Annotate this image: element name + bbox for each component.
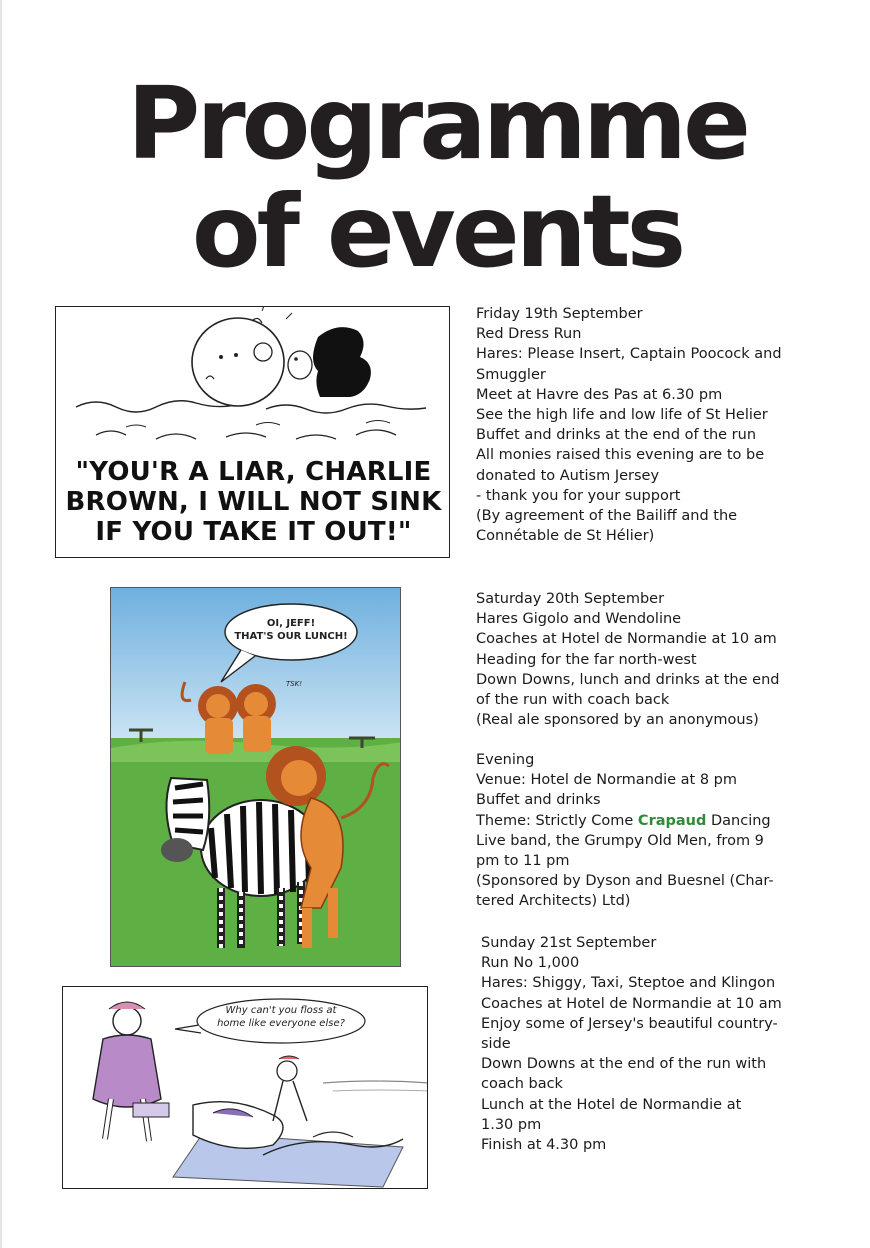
caption-line: IF YOU TAKE IT OUT!" [95, 517, 412, 547]
event-line: (Sponsored by Dyson and Buesnel (Char- [476, 873, 774, 890]
event-line: Coaches at Hotel de Normandie at 10 am [476, 631, 777, 648]
event-line: pm to 11 pm [476, 853, 570, 870]
speech-bubble [206, 1004, 356, 1030]
cartoon-beach [62, 986, 428, 1189]
page-title-line1: Programme [127, 65, 747, 182]
event-line: Evening [476, 752, 535, 768]
speech-bubble [231, 617, 351, 643]
speech-line: OI, JEFF! [266, 618, 316, 629]
event-line: Finish at 4.30 pm [481, 1137, 607, 1154]
event-line: Down Downs, lunch and drinks at the end [476, 671, 780, 688]
theme-highlight: Crapaud [637, 812, 707, 829]
evening-details-bottom [476, 831, 796, 912]
event-line: Enjoy some of Jersey's beautiful country- [481, 1015, 778, 1032]
event-line: (By agreement of the Bailiff and the [476, 508, 738, 525]
event-line: Coaches at Hotel de Normandie at 10 am [481, 995, 782, 1012]
caption-line: "YOU'R A LIAR, CHARLIE [75, 457, 432, 487]
evening-details-top [476, 750, 796, 811]
event-line: Sunday 21st September [481, 935, 657, 951]
event-line: donated to Autism Jersey [476, 467, 660, 484]
event-line: Hares: Shiggy, Taxi, Steptoe and Klingon [481, 975, 776, 992]
event-line: Run No 1,000 [481, 955, 580, 972]
speech-line: THAT'S OUR LUNCH! [234, 631, 348, 642]
event-line: Saturday 20th September [476, 591, 665, 607]
evening-theme [476, 811, 796, 831]
event-line: See the high life and low life of St Helier [476, 407, 768, 424]
cartoon-lions-zebra [110, 587, 401, 967]
event-line: Connétable de St Hélier) [476, 528, 655, 545]
event-line: side [481, 1036, 511, 1053]
event-line: Buffet and drinks [476, 792, 601, 809]
event-line: Venue: Hotel de Normandie at 8 pm [476, 772, 737, 789]
speech-line: Why can't you floss at [225, 1005, 337, 1016]
event-sunday [481, 933, 801, 1155]
event-friday [476, 304, 796, 546]
event-line: Heading for the far north-west [476, 651, 697, 668]
event-line: (Real ale sponsored by an anonymous) [476, 712, 759, 729]
theme-suffix: Dancing [706, 812, 771, 829]
event-line: Friday 19th September [476, 306, 643, 322]
event-line: - thank you for your support [476, 487, 681, 504]
event-line: Hares Gigolo and Wendoline [476, 611, 682, 628]
cartoon-caption [56, 457, 450, 547]
event-line: All monies raised this evening are to be [476, 447, 765, 464]
event-line: of the run with coach back [476, 692, 670, 709]
cartoon-charlie-brown [55, 306, 450, 558]
event-line: coach back [481, 1076, 563, 1093]
event-line: 1.30 pm [481, 1116, 542, 1133]
event-line: Buffet and drinks at the end of the run [476, 427, 757, 444]
speech-line: home like everyone else? [217, 1018, 345, 1029]
event-line: Meet at Havre des Pas at 6.30 pm [476, 386, 723, 403]
event-line: Hares: Please Insert, Captain Poocock and [476, 346, 782, 363]
sound-effect: TSK! [285, 680, 303, 688]
caption-line: BROWN, I WILL NOT SINK [65, 487, 442, 517]
event-line: tered Architects) Ltd) [476, 893, 631, 910]
event-line: Smuggler [476, 366, 546, 383]
event-evening [476, 750, 796, 912]
event-line: Lunch at the Hotel de Normandie at [481, 1096, 742, 1113]
cartoon-charlie-brown-drawing [56, 307, 450, 457]
event-line: Down Downs at the end of the run with [481, 1056, 767, 1073]
event-saturday [476, 589, 796, 730]
page-title-line2: of events [191, 173, 683, 290]
event-line: Red Dress Run [476, 326, 582, 343]
theme-prefix: Theme: Strictly Come [476, 812, 638, 829]
cartoon-lions-zebra-drawing [111, 588, 401, 967]
event-line: Live band, the Grumpy Old Men, from 9 [476, 832, 764, 849]
